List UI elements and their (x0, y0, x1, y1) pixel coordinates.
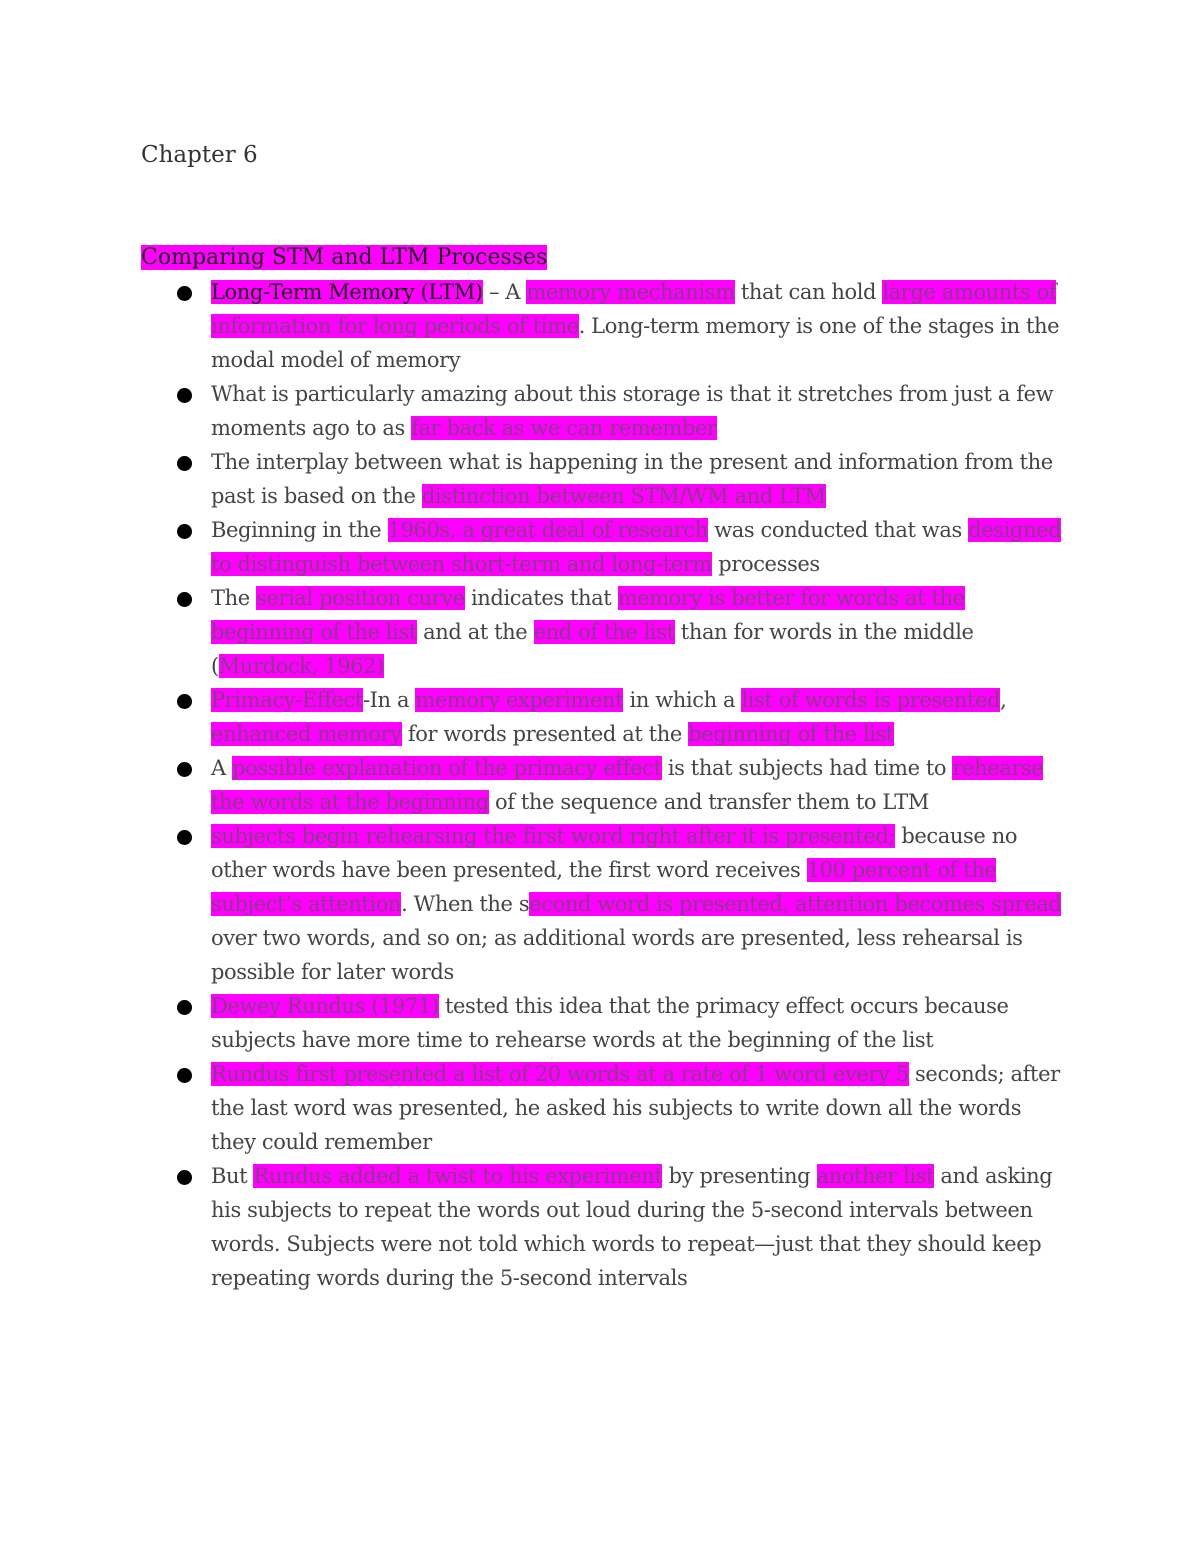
body-text: tested this idea that the primacy effect occurs because subjects have more time to rehearse words at the beginning of the list (211, 994, 1009, 1052)
body-text: -In a (362, 688, 416, 712)
highlighted-text: enhanced memory (211, 722, 402, 746)
highlighted-text: distinction between STM/WM and LTM (421, 484, 826, 508)
highlighted-text: beginning of the list (688, 722, 894, 746)
body-text: and asking his subjects to repeat the words out loud during the 5-second intervals between words. Subjects were not told which words to repeat—just that they should keep repeating words during the 5-second intervals (211, 1164, 1053, 1290)
highlighted-text: possible explanation of the primacy effect (232, 756, 662, 780)
bullet-item (211, 275, 1063, 377)
body-text: that can hold (734, 280, 883, 304)
highlighted-text: designed to distinguish between short-term and long-term (211, 518, 1062, 576)
body-text: Beginning in the (211, 518, 388, 542)
section-heading-text: Comparing STM and LTM Processes (141, 245, 548, 270)
highlighted-text: econd word is presented, attention becomes spread (529, 892, 1062, 916)
highlighted-text: Primacy-Effect (211, 688, 363, 712)
highlighted-text: memory is better for words at the beginning of the list (211, 586, 965, 644)
bullet-item (211, 989, 1063, 1057)
highlighted-text: subjects begin rehearsing the first word right after it is presented; (211, 824, 896, 848)
bullet-icon (177, 762, 192, 777)
bullet-icon (177, 388, 192, 403)
bullet-icon (177, 524, 192, 539)
highlighted-text: serial position curve (256, 586, 465, 610)
highlighted-text: another list (816, 1164, 935, 1188)
body-text: – A (482, 280, 527, 304)
body-text: of the sequence and transfer them to LTM (488, 790, 929, 814)
body-text: was conducted that was (707, 518, 969, 542)
bullet-item (211, 819, 1063, 989)
highlighted-text: Dewey Rundus (1971) (211, 994, 439, 1018)
body-text: . Long-term memory is one of the stages in the modal model of memory (211, 314, 1060, 372)
body-text: by presenting (662, 1164, 817, 1188)
highlighted-text: rehearse the words at the beginning (211, 756, 1044, 814)
bullet-icon (177, 456, 192, 471)
body-text: A (211, 756, 233, 780)
highlighted-text: memory experiment (415, 688, 624, 712)
highlighted-text: end of the list (533, 620, 675, 644)
body-text: is that subjects had time to (661, 756, 953, 780)
bullet-icon (177, 286, 192, 301)
chapter-title: Chapter 6 (141, 142, 258, 168)
bullet-icon (177, 830, 192, 845)
bullet-icon (177, 1000, 192, 1015)
bullet-item (211, 1159, 1063, 1295)
highlighted-text: far back as we can remember (411, 416, 717, 440)
bullet-icon (177, 694, 192, 709)
body-text: for words presented at the (401, 722, 689, 746)
bullet-item (211, 377, 1063, 445)
highlighted-text: Long-Term Memory (LTM) (211, 280, 483, 304)
bullet-list (211, 275, 1063, 1295)
body-text: seconds; after the last word was presented, he asked his subjects to write down all the words they could remember (211, 1062, 1060, 1154)
body-text: in which a (623, 688, 742, 712)
body-text: What is particularly amazing about this storage is that it stretches from just a few moments ago to as (211, 382, 1054, 440)
body-text: , (1000, 688, 1007, 712)
bullet-icon (177, 1170, 192, 1185)
body-text: The interplay between what is happening in the present and information from the past is based on the (211, 450, 1053, 508)
bullet-item (211, 513, 1063, 581)
highlighted-text: Murdock, 1962) (218, 654, 384, 678)
body-text: because no other words have been presented, the first word receives (211, 824, 1018, 882)
body-text: indicates that (464, 586, 618, 610)
highlighted-text: 100 percent of the subject’s attention (211, 858, 997, 916)
highlighted-text: 1960s, a great deal of research (387, 518, 708, 542)
highlighted-text: large amounts of information for long periods of time (211, 280, 1057, 338)
section-heading (141, 241, 547, 275)
body-text: processes (712, 552, 820, 576)
bullet-item (211, 445, 1063, 513)
bullet-item (211, 683, 1063, 751)
body-text: over two words, and so on; as additional words are presented, less rehearsal is possible for later words (211, 926, 1023, 984)
body-text: But (211, 1164, 254, 1188)
highlighted-text: Rundus added a twist to his experiment (253, 1164, 663, 1188)
body-text: . When the s (401, 892, 530, 916)
body-text: than for words in the middle ( (211, 620, 974, 678)
highlighted-text: memory mechanism (526, 280, 735, 304)
bullet-icon (177, 1068, 192, 1083)
body-text: The (211, 586, 257, 610)
bullet-item (211, 581, 1063, 683)
highlighted-text: Rundus first presented a list of 20 words at a rate of 1 word every 5 (211, 1062, 909, 1086)
body-text: and at the (416, 620, 534, 644)
bullet-item (211, 751, 1063, 819)
bullet-item (211, 1057, 1063, 1159)
bullet-icon (177, 592, 192, 607)
highlighted-text: list of words is presented (741, 688, 1001, 712)
